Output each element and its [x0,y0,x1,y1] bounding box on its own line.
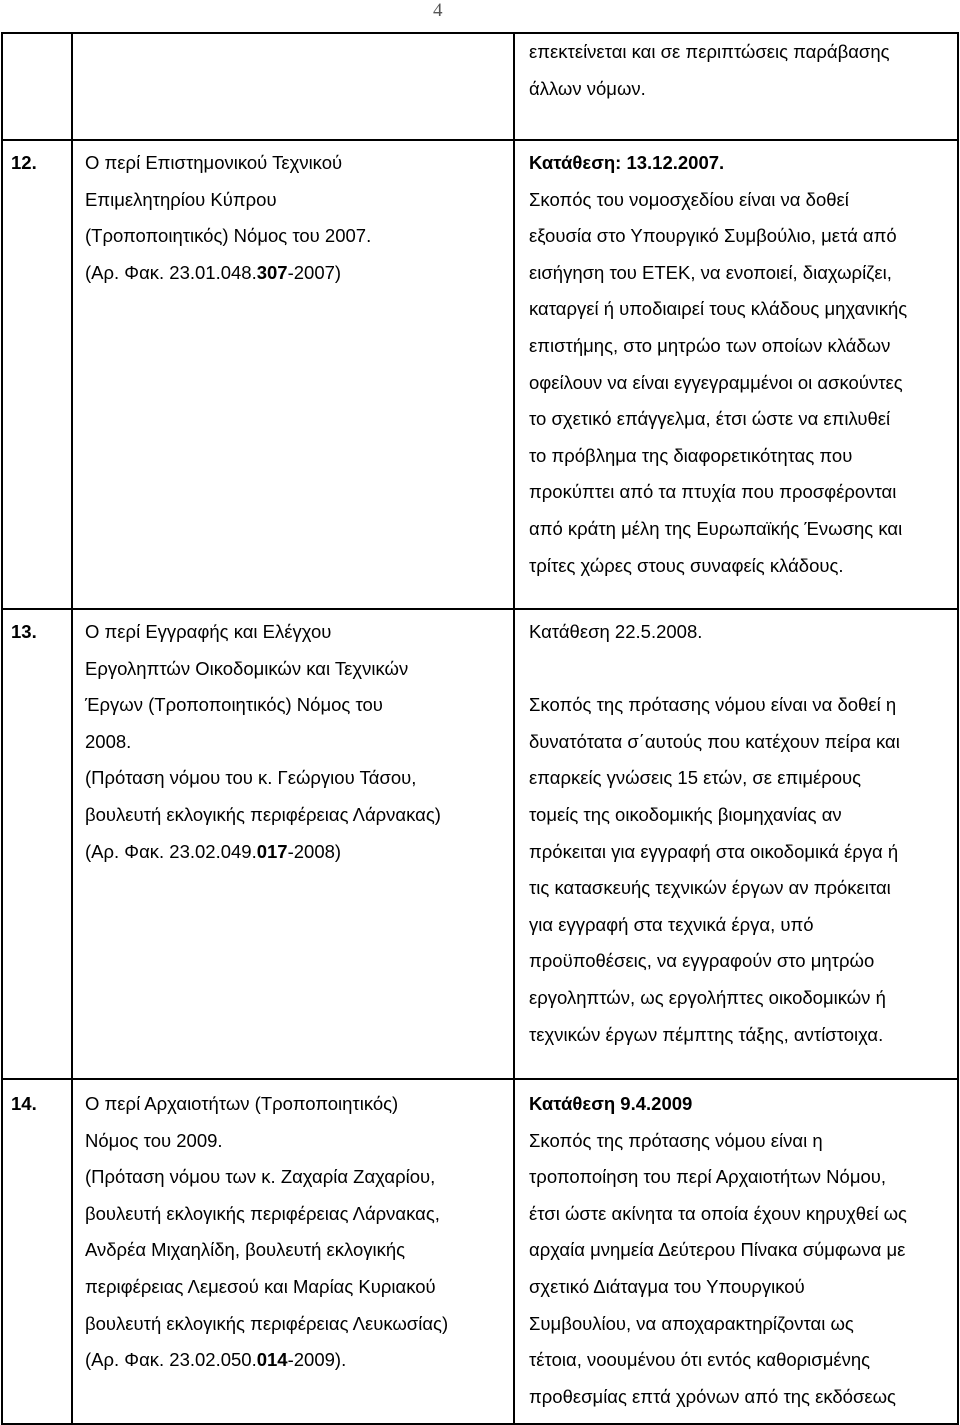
description-line: Συμβουλίου, να αποχαρακτηρίζονται ως [529,1312,854,1334]
file-number [85,255,513,292]
description-line: τρίτες χώρες στους συναφείς κλάδους. [529,554,844,576]
description-line: προϋποθέσεις, να εγγραφούν στο μητρώο [529,950,875,972]
row-number: 14. [2,1079,72,1424]
row-number-cell [2,33,72,140]
text-line: επεκτείνεται και σε περιπτώσεις παράβασης [529,41,890,62]
title-cell [72,33,514,140]
file-number-prefix: (Αρ. Φακ. 23.01.048. [85,261,257,283]
file-number-suffix: -2007) [287,261,342,283]
bill-title-cell [72,140,514,609]
description-line: προκύπτει από τα πτυχία που προσφέρονται [529,481,897,503]
bill-title-line: Νόμος του 2009. [85,1129,223,1151]
filing-date: Κατάθεση 22.5.2008. [529,621,703,642]
file-number-bold: 014 [256,1349,288,1371]
description-line: τέτοια, νοουμένου ότι εντός καθορισμένης [529,1349,871,1371]
proposal-line: περιφέρειας Λεμεσού και Μαρίας Κυριακού [85,1275,436,1297]
description-line: επιστήμης, στο μητρώο των οποίων κλάδων [529,334,891,356]
description-line: εξουσία στο Υπουργικό Συμβούλιο, μετά από [529,225,897,247]
row-number: 12. [2,140,72,609]
spacer [529,651,953,688]
description-line: Σκοπός του νομοσχεδίου είναι να δοθεί [529,188,849,210]
text-line: άλλων νόμων. [529,77,646,99]
description-line: τεχνικών έργων πέμπτης τάξης, αντίστοιχα. [529,1023,884,1045]
filing-date: Κατάθεση 9.4.2009 [529,1093,693,1114]
file-number-bold: 017 [256,840,288,862]
bill-title-line: Ο περί Επιστημονικού Τεχνικού [85,152,343,173]
bill-title-line: Επιμελητηρίου Κύπρου [85,188,277,210]
file-number-bold: 307 [256,261,288,283]
description-line: επαρκείς γνώσεις 15 ετών, σε επιμέρους [529,767,862,789]
description-line: για εγγραφή στα τεχνικά έργα, υπό [529,913,814,935]
description-line: το πρόβλημα της διαφορετικότητας που [529,444,853,466]
proposal-line: βουλευτή εκλογικής περιφέρειας Λευκωσίας) [85,1312,449,1334]
table-row [2,609,958,1079]
bills-table [1,32,959,1425]
description-line: Σκοπός της πρότασης νόμου είναι η [529,1129,823,1151]
table-row [2,1079,958,1424]
proposal-line: (Πρόταση νόμου του κ. Γεώργιου Τάσου, [85,767,417,789]
proposal-line: Ανδρέα Μιχαηλίδη, βουλευτή εκλογικής [85,1239,406,1261]
description-line: καταργεί ή υποδιαιρεί τους κλάδους μηχανικής [529,298,908,320]
proposal-line: βουλευτή εκλογικής περιφέρειας Λάρνακας) [85,803,441,825]
proposal-line: (Πρόταση νόμου των κ. Ζαχαρία Ζαχαρίου, [85,1166,436,1188]
description-line: έτσι ώστε ακίνητα τα οποία έχουν κηρυχθεί ως [529,1202,907,1224]
description-cell [514,33,958,140]
file-number-suffix: -2008) [287,840,342,862]
filing-date: Κατάθεση: 13.12.2007. [529,152,725,173]
proposal-line: βουλευτή εκλογικής περιφέρειας Λάρνακας, [85,1202,440,1224]
description-cell [514,1079,958,1424]
bill-title-line: Ο περί Εγγραφής και Ελέγχου [85,621,332,642]
page-number: 4 [433,0,443,21]
description-line: προθεσμίας επτά χρόνων από της εκδόσεως [529,1385,896,1407]
description-line: αρχαία μνημεία Δεύτερου Πίνακα σύμφωνα με [529,1239,906,1261]
file-number-prefix: (Αρ. Φακ. 23.02.050. [85,1349,257,1371]
bill-title-line: (Τροποποιητικός) Νόμος του 2007. [85,225,372,247]
description-line: πρόκειται για εγγραφή στα οικοδομικά έργα ή [529,840,899,862]
description-line: τροποποίηση του περί Αρχαιοτήτων Νόμου, [529,1166,887,1188]
description-line: σχετικό Διάταγμα του Υπουργικού [529,1275,805,1297]
description-cell [514,140,958,609]
table-row [2,140,958,609]
bill-title-cell [72,1079,514,1424]
file-number-suffix: -2009). [287,1349,347,1371]
description-line: οφείλουν να είναι εγγεγραμμένοι οι ασκούντες [529,371,903,393]
description-line: εισήγηση του ΕΤΕΚ, να ενοποιεί, διαχωρίζει, [529,261,892,283]
description-line: Σκοπός της πρότασης νόμου είναι να δοθεί η [529,694,897,716]
description-line: εργοληπτών, ως εργολήπτες οικοδομικών ή [529,986,886,1008]
row-number: 13. [2,609,72,1079]
description-cell [514,609,958,1079]
description-line: από κράτη μέλη της Ευρωπαϊκής Ένωσης και [529,517,903,539]
bill-title-line: Έργων (Τροποποιητικός) Νόμος του [85,694,383,716]
description-line: δυνατότατα σ΄αυτούς που κατέχουν πείρα και [529,730,900,752]
file-number [85,834,513,871]
bill-title-cell [72,609,514,1079]
bill-title-line: 2008. [85,730,132,752]
description-line: τις κατασκευής τεχνικών έργων αν πρόκειται [529,877,891,899]
description-line: το σχετικό επάγγελμα, έτσι ώστε να επιλυθεί [529,408,891,430]
bill-title-line: Ο περί Αρχαιοτήτων (Τροποποιητικός) [85,1093,399,1114]
bill-title-line: Εργοληπτών Οικοδομικών και Τεχνικών [85,657,409,679]
description-line: τομείς της οικοδομικής βιομηχανίας αν [529,803,842,825]
file-number [85,1342,513,1379]
table-row [2,33,958,140]
file-number-prefix: (Αρ. Φακ. 23.02.049. [85,840,257,862]
